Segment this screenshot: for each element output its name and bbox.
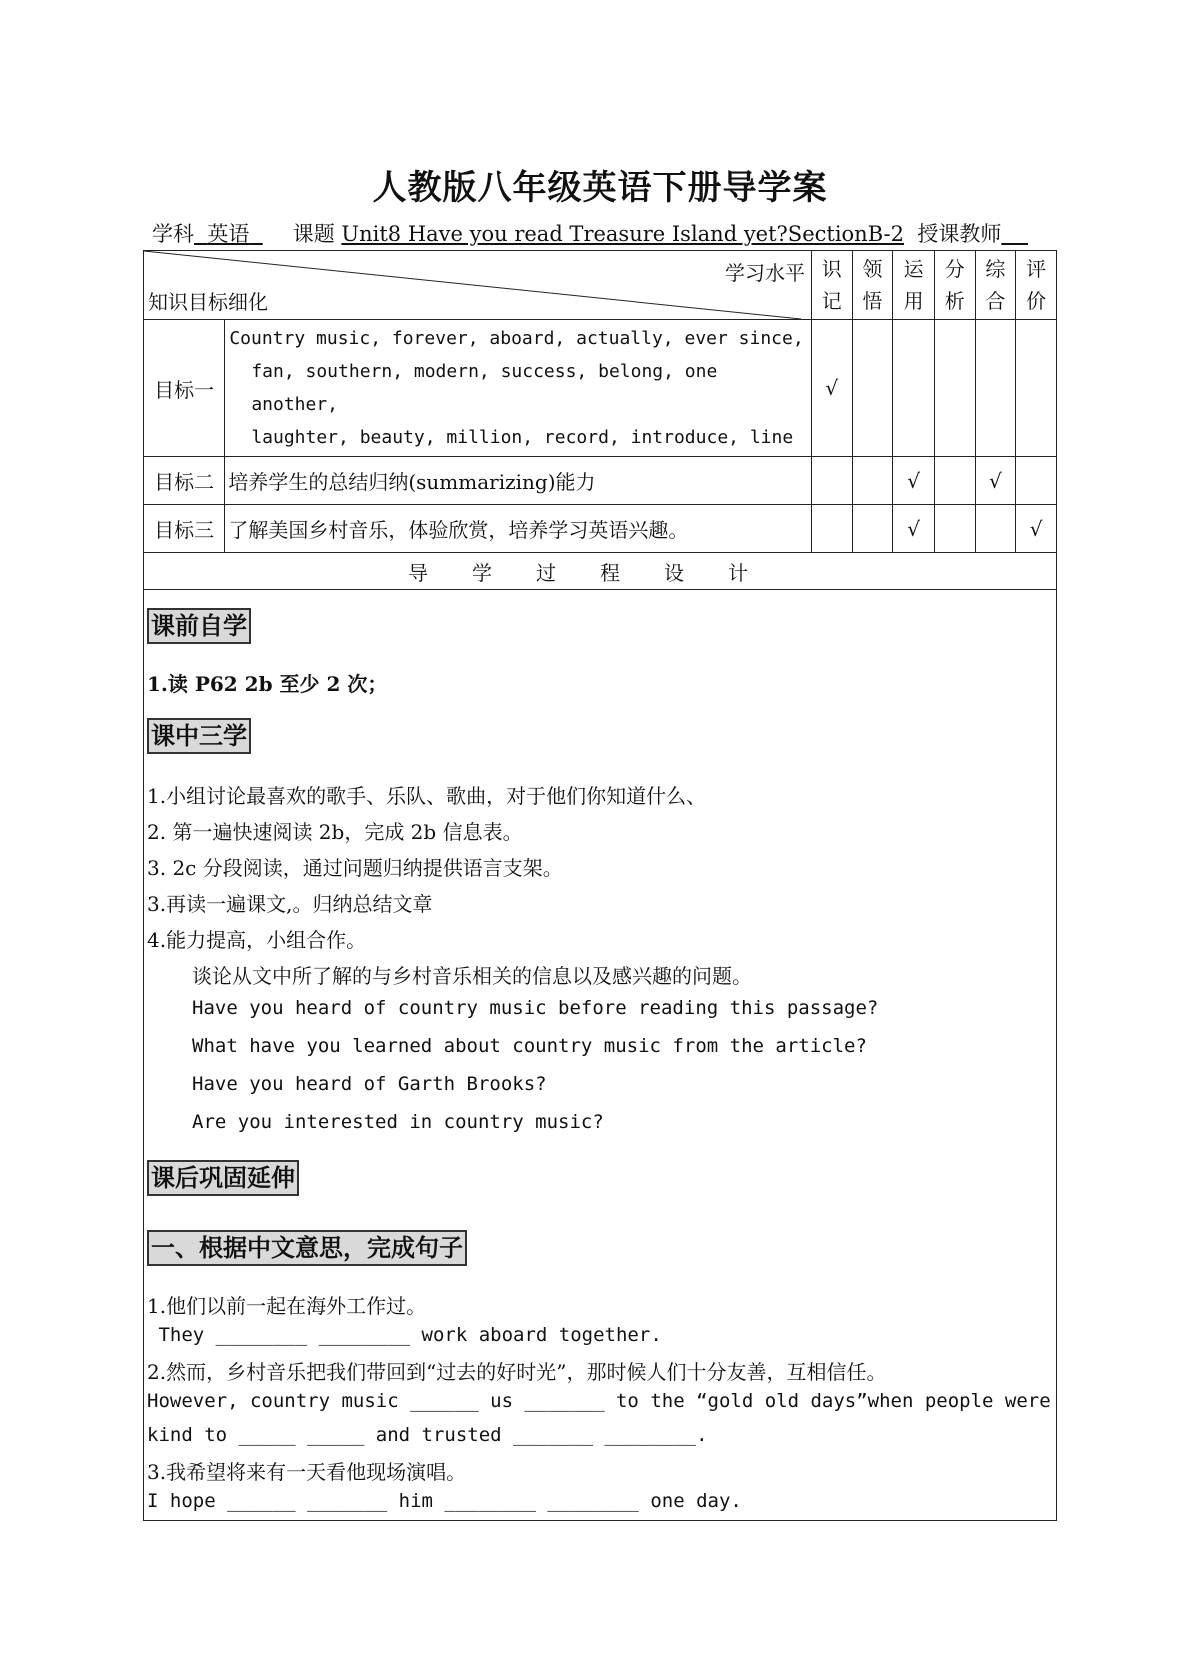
goal-1-text: Country music, forever, aboard, actually, ever since, fan, southern, modern, success, belong, one another, laughter, beauty, million, record, introduce, line: [225, 320, 812, 457]
exercise-line-3: 2.然而，乡村音乐把我们带回到“过去的好时光”，那时候人们十分友善，互相信任。: [147, 1360, 887, 1384]
exercise-line-4: However, country music ______ us _______ to the “gold old days”when people were: [147, 1390, 1051, 1412]
question-4: Are you interested in country music?: [192, 1111, 604, 1133]
exercise-line-6: 3.我希望将来有一天看他现场演唱。: [147, 1460, 467, 1484]
in-class-item-1: 1.小组讨论最喜欢的歌手、乐队、歌曲，对于他们你知道什么、: [147, 784, 707, 808]
knowledge-goal-label: 知识目标细化: [148, 290, 268, 314]
exercise-line-1: 1.他们以前一起在海外工作过。: [147, 1294, 427, 1318]
goal-3-check-4: [934, 505, 975, 553]
teacher-blank: [1001, 222, 1028, 246]
goal-2-check-1: [811, 457, 852, 505]
question-3: Have you heard of Garth Brooks?: [192, 1073, 547, 1095]
level-header-4: 分 析: [934, 251, 975, 320]
level-header-5: 综 合: [975, 251, 1016, 320]
goal-3-check-3: √: [893, 505, 935, 553]
goal-row-2: [144, 457, 1057, 505]
goal-2-check-5: √: [975, 457, 1016, 505]
in-class-sub-intro: 谈论从文中所了解的与乡村音乐相关的信息以及感兴趣的问题。: [192, 964, 752, 988]
in-class-item-5: 4.能力提高，小组合作。: [147, 928, 367, 952]
goal-1-check-2: [852, 320, 893, 457]
goal-row-3: [144, 505, 1057, 553]
teacher-label: 授课教师: [917, 222, 1002, 246]
goal-3-check-1: [811, 505, 852, 553]
process-heading: 导学过程设计: [144, 553, 1057, 590]
level-header-1: 识 记: [811, 251, 852, 320]
process-heading-row: [144, 553, 1057, 590]
in-class-item-2: 2. 第一遍快速阅读 2b，完成 2b 信息表。: [147, 820, 523, 844]
goal-row-1: [144, 320, 1057, 457]
section-exercise: 一、根据中文意思，完成句子: [147, 1230, 467, 1266]
goal-3-label: 目标三: [144, 505, 225, 553]
pre-item-1: 1.读 P62 2b 至少 2 次；: [147, 672, 388, 696]
in-class-item-4: 3.再读一遍课文,。归纳总结文章: [147, 892, 433, 916]
level-header-6: 评 价: [1016, 251, 1057, 320]
goal-1-check-4: [934, 320, 975, 457]
goal-1-check-5: [975, 320, 1016, 457]
goal-1-check-3: [893, 320, 935, 457]
question-2: What have you learned about country music from the article?: [192, 1035, 867, 1057]
goal-2-check-6: [1016, 457, 1057, 505]
section-in-class: 课中三学: [147, 718, 251, 754]
page-title: 人教版八年级英语下册导学案: [372, 168, 828, 208]
meta-line: [152, 218, 1052, 248]
in-class-item-3: 3. 2c 分段阅读，通过问题归纳提供语言支架。: [147, 856, 563, 880]
level-header-3: 运 用: [893, 251, 935, 320]
topic-label: 课题: [292, 222, 335, 246]
goal-1-label: 目标一: [144, 320, 225, 457]
section-after-class: 课后巩固延伸: [147, 1160, 299, 1196]
exercise-line-2: They ________ ________ work aboard together.: [147, 1324, 662, 1346]
learning-level-label: 学习水平: [724, 261, 805, 285]
level-header-2: 领 悟: [852, 251, 893, 320]
topic-value: Unit8 Have you read Treasure Island yet?SectionB-2: [341, 222, 904, 246]
content-area: [144, 590, 1057, 1521]
goal-3-check-6: √: [1016, 505, 1057, 553]
goal-2-text: 培养学生的总结归纳(summarizing)能力: [225, 457, 812, 505]
goal-2-check-3: √: [893, 457, 935, 505]
exercise-line-7: I hope ______ _______ him ________ ________ one day.: [147, 1490, 742, 1512]
subject-value: 英语: [207, 222, 250, 246]
goal-3-check-5: [975, 505, 1016, 553]
question-1: Have you heard of country music before reading this passage?: [192, 997, 879, 1019]
diagonal-header-cell: [144, 251, 812, 320]
goal-1-check-6: [1016, 320, 1057, 457]
subject-label: 学科: [152, 222, 194, 246]
goal-2-check-4: [934, 457, 975, 505]
lesson-table: [143, 250, 1057, 1521]
goal-3-check-2: [852, 505, 893, 553]
goal-2-check-2: [852, 457, 893, 505]
goal-2-label: 目标二: [144, 457, 225, 505]
content-row: [144, 590, 1057, 1521]
section-pre-class: 课前自学: [147, 608, 251, 644]
goal-1-check-1: √: [811, 320, 852, 457]
goal-3-text: 了解美国乡村音乐，体验欣赏，培养学习英语兴趣。: [225, 505, 812, 553]
exercise-line-5: kind to _____ _____ and trusted _______ ________.: [147, 1424, 708, 1446]
header-row: [144, 251, 1057, 320]
